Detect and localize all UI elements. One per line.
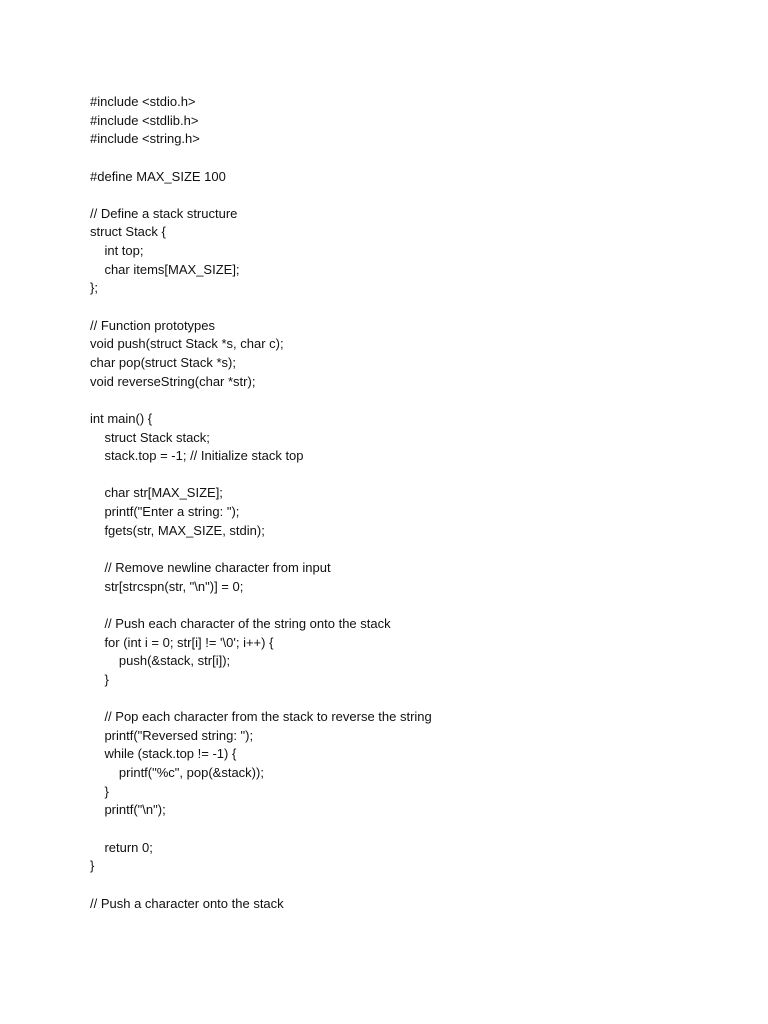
code-line: printf("Reversed string: "); (90, 727, 254, 743)
code-line: int main() { (90, 410, 153, 426)
code-line (90, 149, 432, 168)
code-line (90, 820, 432, 839)
code-line: // Pop each character from the stack to reverse the string (90, 709, 432, 725)
code-line: struct Stack { (90, 224, 166, 240)
code-line: // Push a character onto the stack (90, 895, 284, 911)
code-line: push(&stack, str[i]); (90, 653, 231, 669)
code-line: struct Stack stack; (90, 429, 210, 445)
code-line: #define MAX_SIZE 100 (90, 168, 226, 184)
code-line: // Define a stack structure (90, 205, 238, 221)
code-line: printf("%c", pop(&stack)); (90, 765, 264, 781)
code-line (90, 596, 432, 615)
code-line: // Function prototypes (90, 317, 216, 333)
code-line: } (90, 858, 95, 874)
code-line: fgets(str, MAX_SIZE, stdin); (90, 522, 265, 538)
code-line (90, 540, 432, 559)
code-line: int top; (90, 243, 144, 259)
code-line (90, 298, 432, 317)
code-line: #include <stdio.h> (90, 94, 196, 109)
code-line: char items[MAX_SIZE]; (90, 261, 240, 277)
code-line: stack.top = -1; // Initialize stack top (90, 448, 304, 464)
code-line: str[strcspn(str, "\n")] = 0; (90, 578, 244, 594)
code-line (90, 466, 432, 485)
code-line (90, 186, 432, 205)
code-line (90, 391, 432, 410)
code-line: #include <stdlib.h> (90, 112, 199, 128)
code-line: return 0; (90, 839, 153, 855)
code-line: void reverseString(char *str); (90, 373, 256, 389)
code-line: void push(struct Stack *s, char c); (90, 336, 284, 352)
code-listing (90, 93, 432, 913)
code-line: #include <string.h> (90, 131, 200, 147)
code-line: // Remove newline character from input (90, 560, 331, 576)
code-line: printf("Enter a string: "); (90, 504, 240, 520)
code-line: char pop(struct Stack *s); (90, 354, 236, 370)
code-line (90, 690, 432, 709)
code-line: while (stack.top != -1) { (90, 746, 237, 762)
code-line: printf("\n"); (90, 802, 166, 818)
code-line: } (90, 783, 109, 799)
code-line (90, 876, 432, 895)
code-line: char str[MAX_SIZE]; (90, 485, 223, 501)
code-line: // Push each character of the string onto the stack (90, 615, 391, 631)
code-line: } (90, 671, 109, 687)
code-line: }; (90, 280, 98, 296)
code-line: for (int i = 0; str[i] != '\0'; i++) { (90, 634, 274, 650)
